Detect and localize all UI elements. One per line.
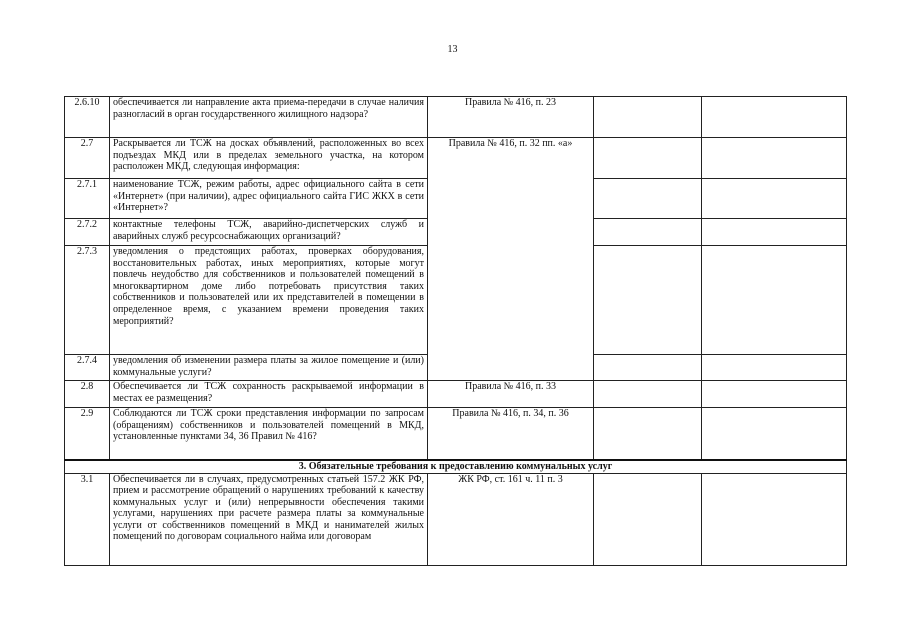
question-text: наименование ТСЖ, режим работы, адрес официального сайта в сети «Интернет» (при наличии), адрес официального сайта ГИС ЖКХ в сети «Интернет»? — [110, 179, 428, 219]
section-header-row — [65, 460, 847, 474]
question-text: Соблюдаются ли ТСЖ сроки представления информации по запросам (обращениям) собственников и пользователей помещений в МКД, установленные пунктами 34, 36 Правил № 416? — [110, 408, 428, 460]
question-text: контактные телефоны ТСЖ, аварийно-диспетчерских служб и аварийных служб ресурсоснабжающих организаций? — [110, 219, 428, 246]
legal-reference: ЖК РФ, ст. 161 ч. 11 п. 3 — [428, 473, 594, 565]
note-cell — [702, 473, 847, 565]
note-cell — [702, 138, 847, 179]
note-cell — [702, 97, 847, 138]
row-number: 2.8 — [65, 381, 110, 408]
table-row — [65, 138, 847, 179]
row-number: 3.1 — [65, 473, 110, 565]
note-cell — [702, 381, 847, 408]
note-cell — [702, 246, 847, 355]
question-text: Раскрывается ли ТСЖ на досках объявлений, расположенных во всех подъездах МКД или в пределах земельного участка, на котором расположен МКД, следующая информация: — [110, 138, 428, 179]
note-cell — [702, 219, 847, 246]
table-row — [65, 408, 847, 460]
table-row — [65, 473, 847, 565]
note-cell — [702, 355, 847, 381]
page-number: 13 — [447, 44, 458, 55]
question-text: уведомления об изменении размера платы за жилое помещение и (или) коммунальные услуги? — [110, 355, 428, 381]
row-number: 2.7.2 — [65, 219, 110, 246]
row-number: 2.7.3 — [65, 246, 110, 355]
row-number: 2.6.10 — [65, 97, 110, 138]
row-number: 2.7 — [65, 138, 110, 179]
section-header: 3. Обязательные требования к предоставлению коммунальных услуг — [65, 460, 847, 474]
legal-reference: Правила № 416, п. 32 пп. «а» — [428, 138, 594, 381]
question-text: Обеспечивается ли ТСЖ сохранность раскрываемой информации в местах ее размещения? — [110, 381, 428, 408]
row-number: 2.7.1 — [65, 179, 110, 219]
answer-cell — [594, 381, 702, 408]
note-cell — [702, 179, 847, 219]
question-text: уведомления о предстоящих работах, проверках оборудования, восстановительных работах, иных мероприятиях, которые могут повлечь неудобство для собственников и пользователей помещений в многоквартирном доме либо потребовать присутствия таких собственников и пользователей или их представителей в помещении в определенное время, с указанием времени проведения таких мероприятий? — [110, 246, 428, 355]
answer-cell — [594, 138, 702, 179]
answer-cell — [594, 408, 702, 460]
answer-cell — [594, 473, 702, 565]
note-cell — [702, 408, 847, 460]
row-number: 2.9 — [65, 408, 110, 460]
legal-reference: Правила № 416, п. 23 — [428, 97, 594, 138]
question-text: Обеспечивается ли в случаях, предусмотренных статьей 157.2 ЖК РФ, прием и рассмотрение обращений о нарушениях требований к качеству коммунальных услуг и (или) непрерывности обеспечения такими услугами, нарушениях при расчете размера платы за коммунальные услуги от собственников помещений в МКД и нанимателей жилых помещений по договорам социального найма или договорам — [110, 473, 428, 565]
requirements-table — [64, 96, 847, 566]
answer-cell — [594, 246, 702, 355]
answer-cell — [594, 219, 702, 246]
row-number: 2.7.4 — [65, 355, 110, 381]
answer-cell — [594, 355, 702, 381]
table-row — [65, 97, 847, 138]
table-row — [65, 381, 847, 408]
answer-cell — [594, 97, 702, 138]
legal-reference: Правила № 416, п. 34, п. 36 — [428, 408, 594, 460]
legal-reference: Правила № 416, п. 33 — [428, 381, 594, 408]
question-text: обеспечивается ли направление акта приема-передачи в случае наличия разногласий в орган государственного жилищного надзора? — [110, 97, 428, 138]
answer-cell — [594, 179, 702, 219]
